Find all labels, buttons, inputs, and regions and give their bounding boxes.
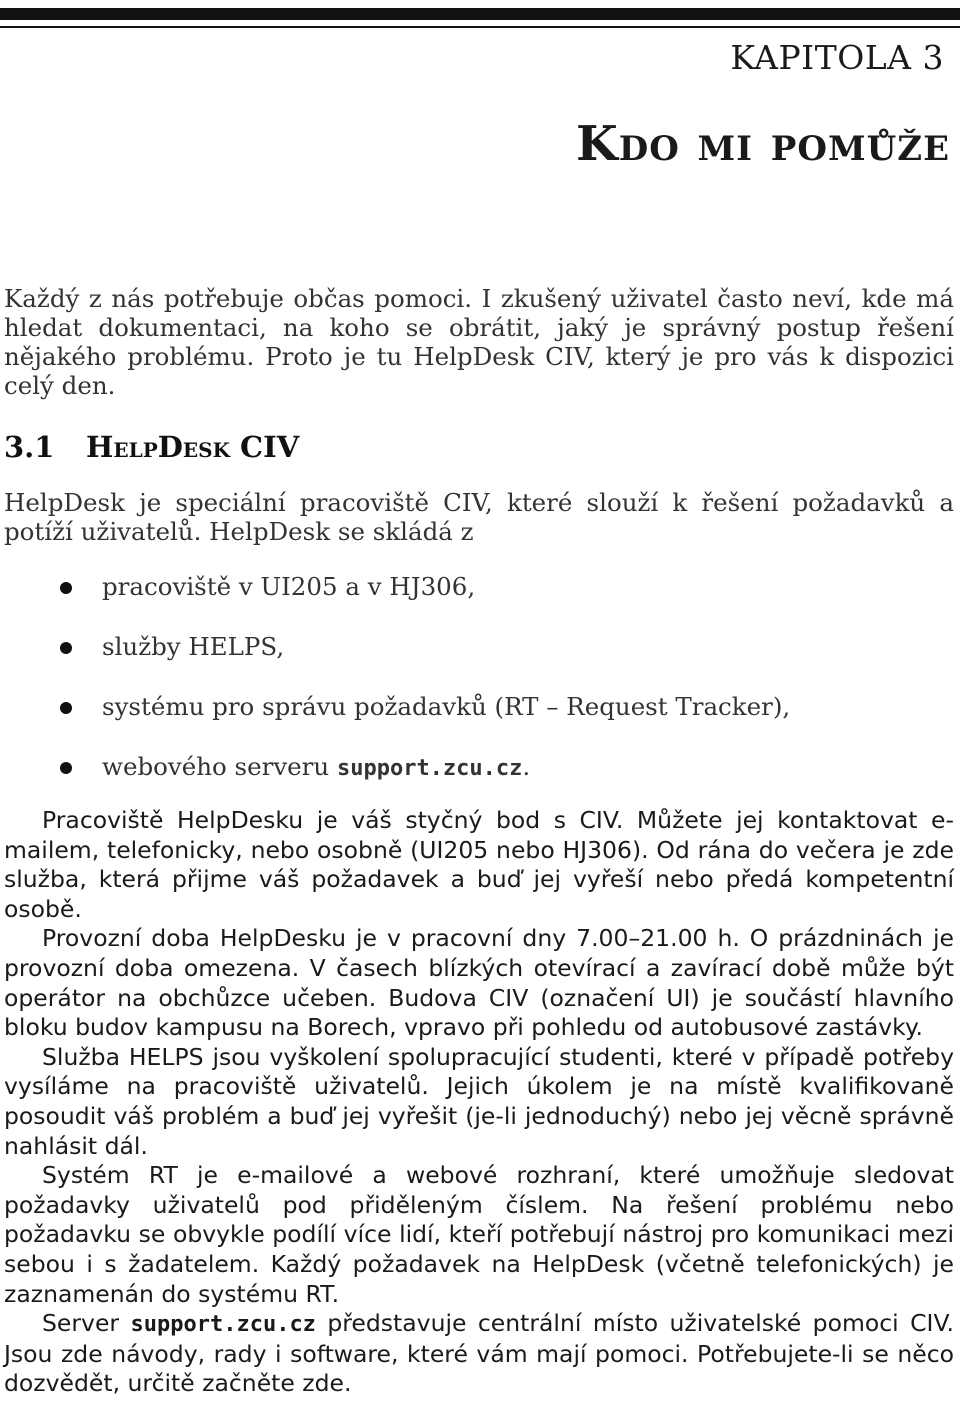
- paragraph-rt-system: Systém RT je e-mailové a webové rozhraní, které umožňuje sledovat požadavky uživatelů pod přiděleným číslem. Na řešení problému nebo požadavku se obvykle podílí více lidí, kteří potřebují nástroj pro komunikaci mezi sebou i s žadatelem. Každý požadavek na HelpDesk (včetně telefonických) je zaznamenán do systému RT.: [4, 1161, 954, 1308]
- bullet-icon: [60, 582, 72, 594]
- list-item: [60, 752, 790, 781]
- paragraph-suffix: představuje centrální místo uživatelské pomoci CIV. Jsou zde návody, rady i software, které vám mají pomoci. Potřebujete-li se něco dozvědět, určitě začněte zde.: [4, 1309, 954, 1398]
- bullet-icon: [60, 762, 72, 774]
- list-item: [60, 632, 790, 661]
- list-item-text: systému pro správu požadavků (RT – Request Tracker),: [102, 692, 791, 721]
- header-rule-thick: [0, 8, 960, 20]
- bullet-icon: [60, 702, 72, 714]
- list-item-text: služby HELPS,: [102, 632, 285, 661]
- chapter-title: Kdo mi pomůže: [576, 116, 950, 172]
- section-heading: [4, 430, 299, 464]
- section-title: HelpDesk CIV: [86, 430, 300, 464]
- list-item-text: webového serveru: [102, 752, 337, 781]
- bullet-icon: [60, 642, 72, 654]
- server-url-code: support.zcu.cz: [336, 756, 523, 781]
- chapter-label: KAPITOLA 3: [730, 38, 944, 77]
- paragraph-opening-hours: Provozní doba HelpDesku je v pracovní dny 7.00–21.00 h. O prázdninách je provozní doba omezena. V časech blízkých otevírací a zavírací době může být operátor na obchůzce učeben. Budova CIV (označení UI) je součástí hlavního bloku budov kampusu na Borech, vpravo při pohledu od autobusové zastávky.: [4, 924, 954, 1042]
- list-item-suffix: .: [522, 752, 531, 781]
- list-item-text: pracoviště v UI205 a v HJ306,: [102, 572, 476, 601]
- paragraph-support-server: [4, 1309, 954, 1399]
- header-rule-thin: [0, 26, 960, 28]
- body-text: [4, 806, 954, 1399]
- list-item: [60, 572, 790, 601]
- intro-paragraph: Každý z nás potřebuje občas pomoci. I zkušený uživatel často neví, kde má hledat dokumentaci, na koho se obrátit, jaký je správný postup řešení nějakého problému. Proto je tu HelpDesk CIV, který je pro vás k dispozici celý den.: [4, 284, 954, 400]
- component-list: [60, 572, 790, 812]
- section-lead-paragraph: HelpDesk je speciální pracoviště CIV, které slouží k řešení požadavků a potíží uživatelů. HelpDesk se skládá z: [4, 488, 954, 546]
- paragraph-helpdesk-contact: Pracoviště HelpDesku je váš styčný bod s CIV. Můžete jej kontaktovat e-mailem, telefonicky, nebo osobně (UI205 nebo HJ306). Od rána do večera je zde služba, která přijme váš požadavek a buď jej vyřeší nebo předá kompetentní osobě.: [4, 806, 954, 923]
- paragraph-helps-service: Služba HELPS jsou vyškolení spolupracující studenti, které v případě potřeby vysíláme na pracoviště uživatelů. Jejich úkolem je na místě kvalifikovaně posoudit váš problém a buď jej vyřešit (je-li jednoduchý) nebo jej věcně správně nahlásit dál.: [4, 1042, 954, 1160]
- server-url-code: support.zcu.cz: [130, 1312, 316, 1338]
- paragraph-prefix: Server: [42, 1309, 131, 1338]
- list-item: [60, 692, 790, 721]
- section-number: 3.1: [4, 430, 55, 464]
